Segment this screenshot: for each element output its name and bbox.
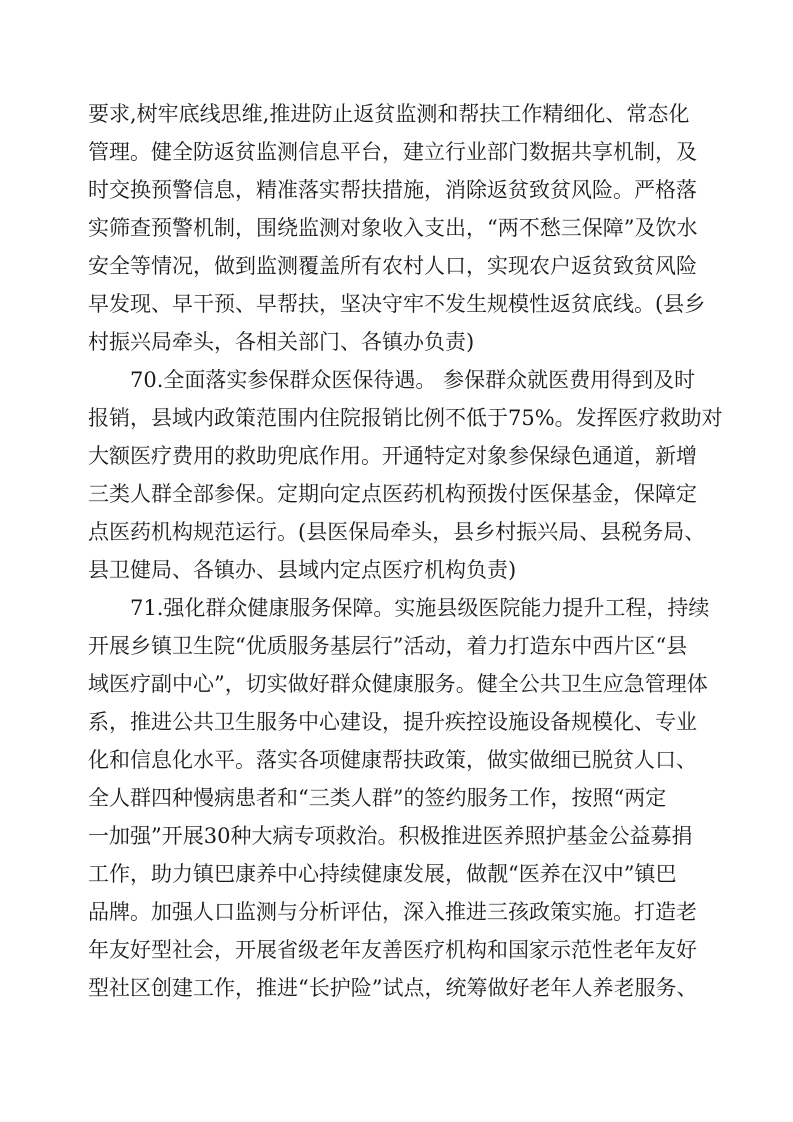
text-line: 安全等情况，做到监测覆盖所有农村人口，实现农户返贫致贫风险 [88,254,697,278]
text-line: 型社区创建工作，推进“长护险”试点，统筹做好老年人养老服务、 [88,976,698,1000]
text-line: 系，推进公共卫生服务中心建设，提升疾控设施设备规模化、专业 [88,710,697,734]
text-line: 一加强”开展30种大病专项救治。积极推进医养照护基金公益募捐 [88,824,693,848]
text-line: 年友好型社会，开展省级老年友善医疗机构和国家示范性老年友好 [88,938,697,962]
text-line: 时交换预警信息，精准落实帮扶措施，消除返贫致贫风险。严格落 [88,178,697,202]
text-line: 村振兴局牵头，各相关部门、各镇办负责) [88,330,475,354]
text-line: 开展乡镇卫生院“优质服务基层行”活动，着力打造东中西片区“县 [88,634,688,658]
text-line: 工作，助力镇巴康养中心持续健康发展，做靓“医养在汉中”镇巴 [88,862,677,886]
paragraph-71-heading-line: 71.强化群众健康服务保障。实施县级医院能力提升工程，持续 [130,596,710,620]
text-line: 实筛查预警机制，围绕监测对象收入支出，“两不愁三保障”及饮水 [88,216,698,240]
text-line: 三类人群全部参保。定期向定点医药机构预拨付医保基金，保障定 [88,482,697,506]
text-line: 报销，县域内政策范围内住院报销比例不低于75%。发挥医疗救助对 [88,406,723,430]
text-line: 全人群四种慢病患者和“三类人群”的签约服务工作，按照“两定 [88,786,667,810]
text-line: 早发现、早干预、早帮扶，坚决守牢不发生规模性返贫底线。(县乡 [88,292,706,316]
text-line: 大额医疗费用的救助兜底作用。开通特定对象参保绿色通道，新增 [88,444,697,468]
text-line: 化和信息化水平。落实各项健康帮扶政策，做实做细已脱贫人口、 [88,748,697,772]
text-line: 管理。健全防返贫监测信息平台，建立行业部门数据共享机制，及 [88,140,697,164]
paragraph-70-heading-line: 70.全面落实参保群众医保待遇。 参保群众就医费用得到及时 [130,368,696,392]
text-line: 域医疗副中心”，切实做好群众健康服务。健全公共卫生应急管理体 [88,672,708,696]
text-line: 点医药机构规范运行。(县医保局牵头，县乡村振兴局、县税务局、 [88,520,706,544]
text-line: 县卫健局、各镇办、县域内定点医疗机构负责) [88,558,517,582]
text-line: 要求,树牢底线思维,推进防止返贫监测和帮扶工作精细化、常态化 [88,102,690,126]
text-line: 品牌。加强人口监测与分析评估，深入推进三孩政策实施。打造老 [88,900,697,924]
